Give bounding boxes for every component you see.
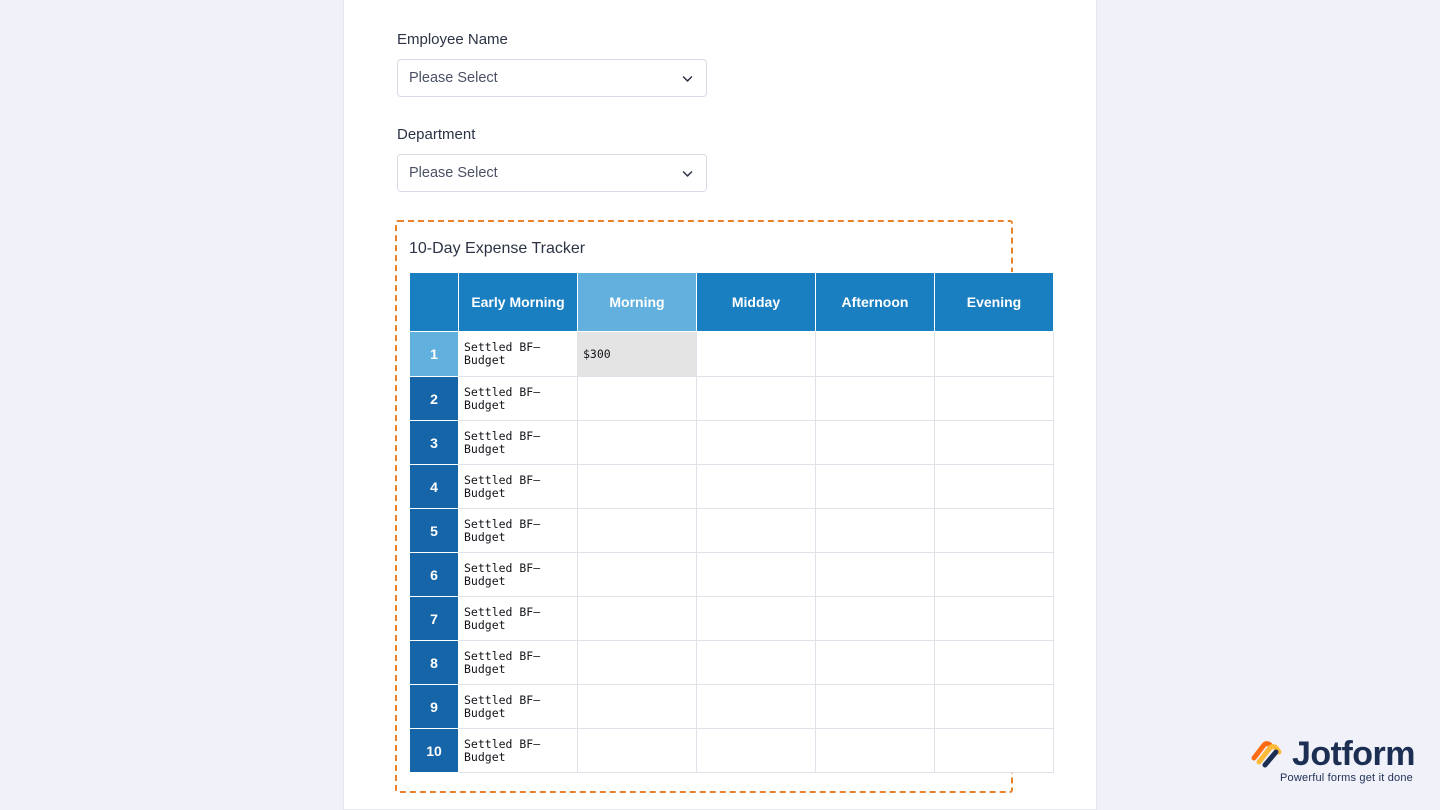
table-row (410, 509, 1054, 553)
cell-1-afternoon[interactable] (816, 332, 935, 377)
jotform-mark-icon (1251, 738, 1285, 770)
cell-3-early-morning[interactable]: Settled BF–Budget (459, 421, 578, 465)
tracker-title: 10-Day Expense Tracker (409, 240, 586, 257)
cell-3-midday[interactable] (697, 421, 816, 465)
cell-1-morning[interactable]: $300 (578, 332, 697, 377)
cell-9-afternoon[interactable] (816, 685, 935, 729)
row-number-6[interactable]: 6 (410, 553, 459, 597)
expense-tracker-table[interactable] (409, 272, 1054, 773)
cell-8-early-morning[interactable]: Settled BF–Budget (459, 641, 578, 685)
cell-10-morning[interactable] (578, 729, 697, 773)
cell-4-morning[interactable] (578, 465, 697, 509)
jotform-wordmark: Jotform (1291, 735, 1415, 773)
table-row (410, 377, 1054, 421)
table-row (410, 421, 1054, 465)
cell-4-midday[interactable] (697, 465, 816, 509)
row-number-7[interactable]: 7 (410, 597, 459, 641)
cell-1-evening[interactable] (935, 332, 1054, 377)
row-number-5[interactable]: 5 (410, 509, 459, 553)
cell-2-early-morning[interactable]: Settled BF–Budget (459, 377, 578, 421)
column-header-midday[interactable]: Midday (697, 273, 816, 332)
table-corner-cell (410, 273, 459, 332)
cell-5-early-morning[interactable]: Settled BF–Budget (459, 509, 578, 553)
cell-5-morning[interactable] (578, 509, 697, 553)
field-employee-name (397, 30, 1057, 97)
cell-7-midday[interactable] (697, 597, 816, 641)
row-number-1[interactable]: 1 (410, 332, 459, 377)
row-number-2[interactable]: 2 (410, 377, 459, 421)
cell-3-morning[interactable] (578, 421, 697, 465)
cell-6-morning[interactable] (578, 553, 697, 597)
cell-6-evening[interactable] (935, 553, 1054, 597)
row-number-10[interactable]: 10 (410, 729, 459, 773)
cell-6-midday[interactable] (697, 553, 816, 597)
department-value: Please Select (409, 165, 498, 181)
cell-10-evening[interactable] (935, 729, 1054, 773)
cell-4-early-morning[interactable]: Settled BF–Budget (459, 465, 578, 509)
cell-10-early-morning[interactable]: Settled BF–Budget (459, 729, 578, 773)
cell-1-midday[interactable] (697, 332, 816, 377)
cell-9-evening[interactable] (935, 685, 1054, 729)
cell-3-evening[interactable] (935, 421, 1054, 465)
chevron-down-icon (681, 72, 694, 85)
column-header-afternoon[interactable]: Afternoon (816, 273, 935, 332)
table-header-row (410, 273, 1054, 332)
cell-5-midday[interactable] (697, 509, 816, 553)
cell-9-midday[interactable] (697, 685, 816, 729)
department-label: Department (397, 126, 476, 143)
cell-8-midday[interactable] (697, 641, 816, 685)
cell-4-afternoon[interactable] (816, 465, 935, 509)
form-sheet (343, 0, 1097, 810)
field-department (397, 125, 1057, 192)
column-header-early-morning[interactable]: Early Morning (459, 273, 578, 332)
table-head (410, 273, 1054, 332)
table-row (410, 641, 1054, 685)
chevron-down-icon (681, 167, 694, 180)
cell-2-evening[interactable] (935, 377, 1054, 421)
jotform-logo-row (1251, 737, 1415, 771)
table-row (410, 685, 1054, 729)
employee-name-select[interactable] (397, 59, 707, 97)
cell-9-morning[interactable] (578, 685, 697, 729)
table-row (410, 553, 1054, 597)
table-row (410, 465, 1054, 509)
cell-4-evening[interactable] (935, 465, 1054, 509)
cell-2-midday[interactable] (697, 377, 816, 421)
cell-5-evening[interactable] (935, 509, 1054, 553)
cell-10-midday[interactable] (697, 729, 816, 773)
cell-2-morning[interactable] (578, 377, 697, 421)
table-row (410, 597, 1054, 641)
cell-8-evening[interactable] (935, 641, 1054, 685)
table-row (410, 729, 1054, 773)
cell-2-afternoon[interactable] (816, 377, 935, 421)
cell-7-afternoon[interactable] (816, 597, 935, 641)
row-number-8[interactable]: 8 (410, 641, 459, 685)
cell-8-morning[interactable] (578, 641, 697, 685)
row-number-4[interactable]: 4 (410, 465, 459, 509)
cell-7-early-morning[interactable]: Settled BF–Budget (459, 597, 578, 641)
form-body (397, 30, 1057, 793)
cell-10-afternoon[interactable] (816, 729, 935, 773)
cell-6-afternoon[interactable] (816, 553, 935, 597)
cell-6-early-morning[interactable]: Settled BF–Budget (459, 553, 578, 597)
cell-7-evening[interactable] (935, 597, 1054, 641)
cell-8-afternoon[interactable] (816, 641, 935, 685)
department-select[interactable] (397, 154, 707, 192)
column-header-morning[interactable]: Morning (578, 273, 697, 332)
table-row (410, 332, 1054, 377)
employee-name-label: Employee Name (397, 31, 508, 48)
cell-3-afternoon[interactable] (816, 421, 935, 465)
row-number-9[interactable]: 9 (410, 685, 459, 729)
cell-5-afternoon[interactable] (816, 509, 935, 553)
table-body (410, 332, 1054, 773)
row-number-3[interactable]: 3 (410, 421, 459, 465)
cell-9-early-morning[interactable]: Settled BF–Budget (459, 685, 578, 729)
employee-name-value: Please Select (409, 70, 498, 86)
column-header-evening[interactable]: Evening (935, 273, 1054, 332)
jotform-branding[interactable] (1251, 737, 1415, 784)
jotform-tagline: Powerful forms get it done (1280, 772, 1413, 784)
cell-1-early-morning[interactable]: Settled BF–Budget (459, 332, 578, 377)
cell-7-morning[interactable] (578, 597, 697, 641)
expense-tracker-widget (395, 220, 1022, 793)
